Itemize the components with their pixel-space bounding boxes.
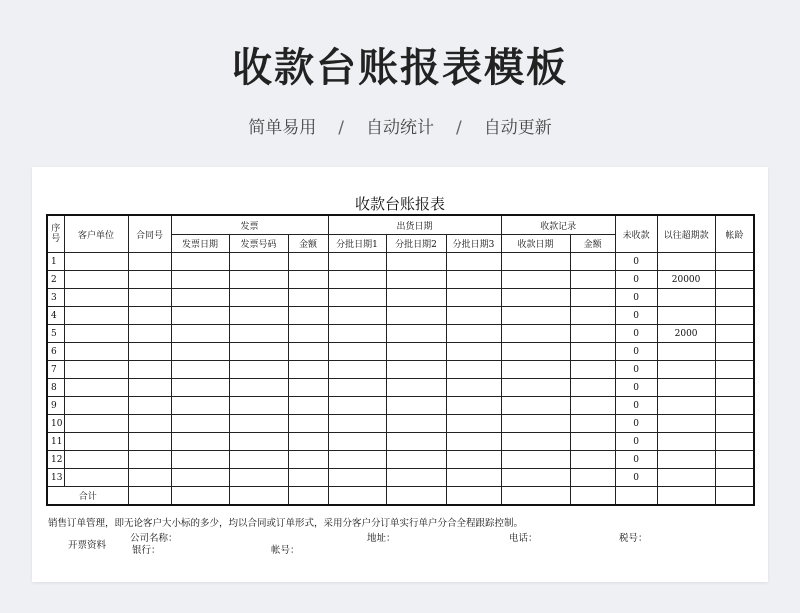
row-cell[interactable] [229,451,288,469]
row-cell[interactable] [501,451,570,469]
row-cell[interactable] [288,361,328,379]
row-cell[interactable] [715,379,754,397]
row-cell[interactable] [171,343,229,361]
company-name-label: 公司名称： [130,533,178,544]
tag-separator: / [338,118,344,138]
row-cell[interactable] [501,397,570,415]
row-cell[interactable] [386,379,446,397]
row-seq-cell[interactable]: 9 [47,397,64,415]
row-seq-cell[interactable]: 11 [47,433,64,451]
row-cell[interactable] [328,451,386,469]
row-cell[interactable] [328,343,386,361]
row-cell[interactable] [501,289,570,307]
row-cell[interactable] [328,289,386,307]
tag-separator: / [456,118,462,138]
row-seq-cell[interactable]: 7 [47,361,64,379]
row-cell[interactable] [64,325,128,343]
row-cell[interactable] [501,433,570,451]
row-cell[interactable] [171,451,229,469]
row-cell[interactable] [128,307,171,325]
row-cell[interactable] [288,433,328,451]
row-cell[interactable] [570,289,615,307]
row-unreceived-cell[interactable]: 0 [615,271,657,289]
table-row [47,397,754,415]
row-cell[interactable] [64,379,128,397]
row-cell[interactable] [715,343,754,361]
table-row [47,451,754,469]
total-cell[interactable] [229,487,288,506]
row-cell[interactable] [229,325,288,343]
tag-easy: 简单易用 [248,118,317,138]
row-cell[interactable] [64,253,128,271]
bank-label: 银行： [132,545,161,556]
total-cell[interactable] [615,487,657,506]
row-cell[interactable] [64,415,128,433]
row-cell[interactable] [715,253,754,271]
row-cell[interactable] [171,397,229,415]
table-row [47,343,754,361]
row-cell[interactable] [288,469,328,487]
row-cell[interactable] [501,469,570,487]
row-cell[interactable] [446,289,501,307]
table-row [47,325,754,343]
row-cell[interactable] [128,289,171,307]
header-batch2: 分批日期2 [386,235,446,253]
table-row [47,469,754,487]
row-cell[interactable] [171,325,229,343]
row-cell[interactable] [229,271,288,289]
row-cell[interactable] [229,289,288,307]
row-cell[interactable] [288,451,328,469]
ledger-sheet [32,167,768,582]
row-cell[interactable] [501,379,570,397]
row-cell[interactable] [229,433,288,451]
row-cell[interactable] [171,271,229,289]
row-overdue-cell[interactable]: 20000 [657,271,715,289]
row-overdue-cell[interactable] [657,289,715,307]
total-cell[interactable] [288,487,328,506]
row-cell[interactable] [229,415,288,433]
row-cell[interactable] [715,451,754,469]
invoice-info-label: 开票资料 [68,540,107,551]
row-cell[interactable] [446,379,501,397]
row-cell[interactable] [288,307,328,325]
total-row [47,487,754,506]
address-label: 地址： [367,533,396,544]
row-cell[interactable] [715,433,754,451]
row-cell[interactable] [288,379,328,397]
row-cell[interactable] [570,271,615,289]
row-seq-cell[interactable]: 1 [47,253,64,271]
row-seq-cell[interactable]: 3 [47,289,64,307]
row-seq-cell[interactable]: 8 [47,379,64,397]
row-overdue-cell[interactable] [657,433,715,451]
row-cell[interactable] [715,307,754,325]
row-unreceived-cell[interactable]: 0 [615,433,657,451]
row-cell[interactable] [171,289,229,307]
page-title: 收款台账报表模板 [232,45,568,91]
feature-tags [0,113,800,138]
table-row [47,433,754,451]
row-unreceived-cell[interactable]: 0 [615,325,657,343]
row-cell[interactable] [715,415,754,433]
row-cell[interactable] [128,361,171,379]
row-seq-cell[interactable]: 13 [47,469,64,487]
row-cell[interactable] [446,451,501,469]
row-cell[interactable] [64,343,128,361]
row-unreceived-cell[interactable]: 0 [615,289,657,307]
header-unreceived: 未收款 [615,215,657,253]
row-cell[interactable] [386,271,446,289]
row-cell[interactable] [501,325,570,343]
row-cell[interactable] [386,451,446,469]
row-cell[interactable] [715,325,754,343]
row-unreceived-cell[interactable]: 0 [615,253,657,271]
row-cell[interactable] [64,271,128,289]
row-overdue-cell[interactable]: 2000 [657,325,715,343]
total-cell[interactable] [715,487,754,506]
row-unreceived-cell[interactable]: 0 [615,397,657,415]
sheet-title: 收款台账报表 [354,195,445,213]
row-cell[interactable] [328,253,386,271]
row-cell[interactable] [229,307,288,325]
row-cell[interactable] [446,343,501,361]
row-cell[interactable] [570,361,615,379]
row-cell[interactable] [128,271,171,289]
row-cell[interactable] [501,307,570,325]
row-cell[interactable] [229,379,288,397]
row-cell[interactable] [501,361,570,379]
row-cell[interactable] [328,469,386,487]
table-row [47,415,754,433]
row-cell[interactable] [446,469,501,487]
row-cell[interactable] [229,469,288,487]
row-cell[interactable] [328,415,386,433]
row-cell[interactable] [128,325,171,343]
row-cell[interactable] [570,253,615,271]
row-cell[interactable] [64,433,128,451]
row-cell[interactable] [386,397,446,415]
row-cell[interactable] [446,325,501,343]
row-cell[interactable] [288,325,328,343]
header-batch1: 分批日期1 [328,235,386,253]
row-cell[interactable] [128,415,171,433]
row-overdue-cell[interactable] [657,379,715,397]
row-overdue-cell[interactable] [657,397,715,415]
header-invoice-no: 发票号码 [229,235,288,253]
row-cell[interactable] [446,271,501,289]
ledger-body [47,253,754,506]
row-cell[interactable] [386,307,446,325]
total-cell[interactable] [386,487,446,506]
table-row [47,361,754,379]
header-batch3: 分批日期3 [446,235,501,253]
row-cell[interactable] [128,433,171,451]
row-cell[interactable] [328,361,386,379]
header-invoice: 发票 [171,215,328,235]
row-cell[interactable] [171,253,229,271]
row-cell[interactable] [715,271,754,289]
row-seq-cell[interactable]: 10 [47,415,64,433]
table-row [47,253,754,271]
row-cell[interactable] [446,307,501,325]
tax-id-label: 税号： [619,533,648,544]
row-cell[interactable] [715,469,754,487]
header-receipt: 收款记录 [501,215,615,235]
row-cell[interactable] [288,271,328,289]
row-cell[interactable] [386,253,446,271]
row-cell[interactable] [288,415,328,433]
row-unreceived-cell[interactable]: 0 [615,451,657,469]
row-seq-cell[interactable]: 2 [47,271,64,289]
row-cell[interactable] [570,325,615,343]
row-cell[interactable] [328,433,386,451]
header-invoice-date: 发票日期 [171,235,229,253]
row-seq-cell[interactable]: 5 [47,325,64,343]
header-seq: 序号 [47,215,64,253]
row-cell[interactable] [229,397,288,415]
row-overdue-cell[interactable] [657,343,715,361]
row-unreceived-cell[interactable]: 0 [615,307,657,325]
row-cell[interactable] [570,469,615,487]
row-overdue-cell[interactable] [657,469,715,487]
row-cell[interactable] [171,361,229,379]
row-cell[interactable] [328,397,386,415]
row-cell[interactable] [64,397,128,415]
total-cell[interactable] [657,487,715,506]
row-cell[interactable] [128,379,171,397]
row-cell[interactable] [171,469,229,487]
row-cell[interactable] [64,361,128,379]
row-cell[interactable] [715,361,754,379]
row-cell[interactable] [386,325,446,343]
total-cell[interactable] [328,487,386,506]
row-cell[interactable] [446,415,501,433]
table-row [47,271,754,289]
row-overdue-cell[interactable] [657,253,715,271]
account-label: 帐号： [271,545,300,556]
row-cell[interactable] [570,343,615,361]
row-cell[interactable] [715,397,754,415]
row-cell[interactable] [171,433,229,451]
tag-auto-update: 自动更新 [483,118,552,138]
row-seq-cell[interactable]: 12 [47,451,64,469]
total-cell[interactable] [446,487,501,506]
row-overdue-cell[interactable] [657,361,715,379]
row-unreceived-cell[interactable]: 0 [615,343,657,361]
row-cell[interactable] [570,451,615,469]
row-unreceived-cell[interactable]: 0 [615,415,657,433]
row-cell[interactable] [386,415,446,433]
row-cell[interactable] [64,451,128,469]
total-cell[interactable] [128,487,171,506]
header-aging: 帐龄 [715,215,754,253]
row-cell[interactable] [328,271,386,289]
row-cell[interactable] [128,343,171,361]
header-receipt-date: 收款日期 [501,235,570,253]
row-cell[interactable] [64,307,128,325]
row-cell[interactable] [64,289,128,307]
row-cell[interactable] [328,307,386,325]
row-cell[interactable] [386,343,446,361]
header-ship-date: 出货日期 [328,215,501,235]
row-cell[interactable] [570,415,615,433]
row-cell[interactable] [446,253,501,271]
management-note: 销售订单管理，即无论客户大小标的多少，均以合同或订单形式，采用分客户分订单实行单户分合全程跟踪控制。 [48,518,524,529]
header-overdue: 以往超期款 [657,215,715,253]
row-cell[interactable] [570,397,615,415]
table-row [47,379,754,397]
phone-label: 电话： [509,533,538,544]
row-unreceived-cell[interactable]: 0 [615,361,657,379]
table-row [47,307,754,325]
row-cell[interactable] [128,451,171,469]
row-cell[interactable] [386,469,446,487]
row-cell[interactable] [570,379,615,397]
row-cell[interactable] [501,271,570,289]
row-cell[interactable] [229,343,288,361]
row-cell[interactable] [328,379,386,397]
row-cell[interactable] [570,433,615,451]
row-cell[interactable] [288,397,328,415]
row-cell[interactable] [171,415,229,433]
header-receipt-amount: 金额 [570,235,615,253]
row-cell[interactable] [328,325,386,343]
row-cell[interactable] [386,433,446,451]
row-cell[interactable] [229,361,288,379]
row-cell[interactable] [64,469,128,487]
header-contract: 合同号 [128,215,171,253]
total-cell[interactable] [570,487,615,506]
total-cell[interactable] [501,487,570,506]
row-overdue-cell[interactable] [657,415,715,433]
row-cell[interactable] [386,361,446,379]
row-cell[interactable] [386,289,446,307]
row-cell[interactable] [501,253,570,271]
row-unreceived-cell[interactable]: 0 [615,469,657,487]
table-row [47,289,754,307]
total-cell[interactable] [171,487,229,506]
row-cell[interactable] [288,343,328,361]
header-invoice-amount: 金额 [288,235,328,253]
row-cell[interactable] [715,289,754,307]
row-cell[interactable] [501,415,570,433]
row-overdue-cell[interactable] [657,307,715,325]
header-customer: 客户单位 [64,215,128,253]
row-seq-cell[interactable]: 6 [47,343,64,361]
row-cell[interactable] [288,253,328,271]
ledger-table [46,214,755,506]
row-cell[interactable] [446,397,501,415]
row-seq-cell[interactable]: 4 [47,307,64,325]
row-cell[interactable] [501,343,570,361]
row-cell[interactable] [446,433,501,451]
row-overdue-cell[interactable] [657,451,715,469]
row-cell[interactable] [229,253,288,271]
row-cell[interactable] [171,307,229,325]
row-cell[interactable] [128,469,171,487]
row-cell[interactable] [288,289,328,307]
total-label: 合计 [47,487,128,506]
row-cell[interactable] [128,397,171,415]
tag-auto-stat: 自动统计 [366,118,434,138]
row-unreceived-cell[interactable]: 0 [615,379,657,397]
row-cell[interactable] [128,253,171,271]
row-cell[interactable] [570,307,615,325]
row-cell[interactable] [171,379,229,397]
row-cell[interactable] [446,361,501,379]
